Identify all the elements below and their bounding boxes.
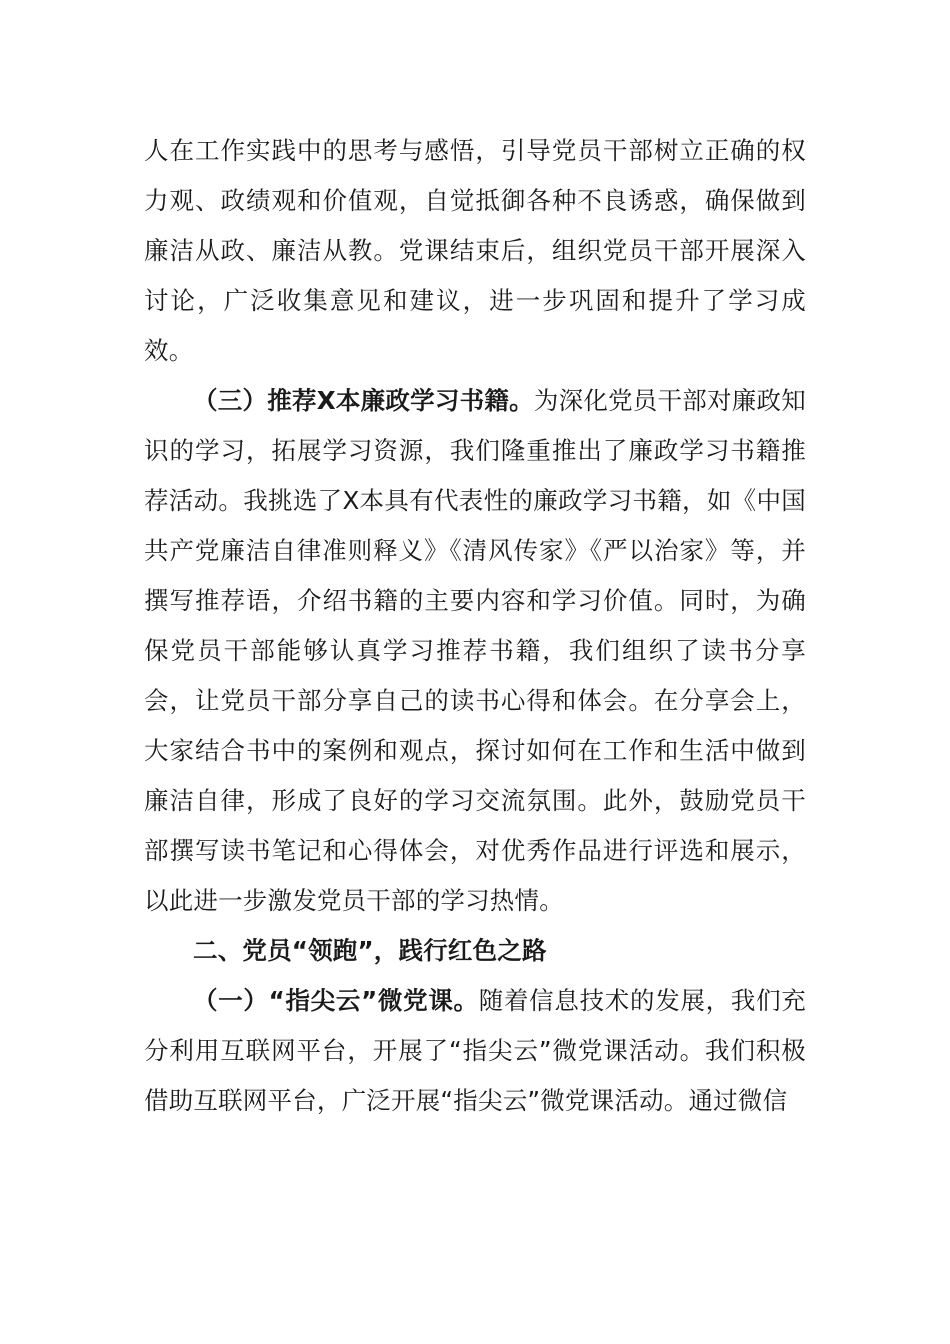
paragraph-book-recommendation <box>144 376 806 926</box>
paragraph-micro-party-class <box>144 976 806 1126</box>
document-body <box>144 126 806 1126</box>
paragraph-lead: （三）推荐X本廉政学习书籍。 <box>193 386 534 415</box>
paragraph-text: 人在工作实践中的思考与感悟，引导党员干部树立正确的权力观、政绩观和价值观，自觉抵御各种不良诱惑，确保做到廉洁从政、廉洁从教。党课结束后，组织党员干部开展深入讨论，广泛收集意见和建议，进一步巩固和提升了学习成效。 <box>144 136 806 365</box>
paragraph-lead: （一）“指尖云”微党课。 <box>193 986 479 1015</box>
paragraph-text: 为深化党员干部对廉政知识的学习，拓展学习资源，我们隆重推出了廉政学习书籍推荐活动。我挑选了X本具有代表性的廉政学习书籍，如《中国共产党廉洁自律准则释义》《清风传家》《严以治家》等，并撰写推荐语，介绍书籍的主要内容和学习价值。同时，为确保党员干部能够认真学习推荐书籍，我们组织了读书分享会，让党员干部分享自己的读书心得和体会。在分享会上，大家结合书中的案例和观点，探讨如何在工作和生活中做到廉洁自律，形成了良好的学习交流氛围。此外，鼓励党员干部撰写读书笔记和心得体会，对优秀作品进行评选和展示，以此进一步激发党员干部的学习热情。 <box>144 386 806 915</box>
paragraph-study-results <box>144 126 806 376</box>
paragraph-text: 随着信息技术的发展，我们充分利用互联网平台，开展了“指尖云”微党课活动。我们积极借助互联网平台，广泛开展“指尖云”微党课活动。通过微信 <box>144 986 806 1115</box>
section-heading: 二、党员“领跑”，践行红色之路 <box>193 936 547 965</box>
